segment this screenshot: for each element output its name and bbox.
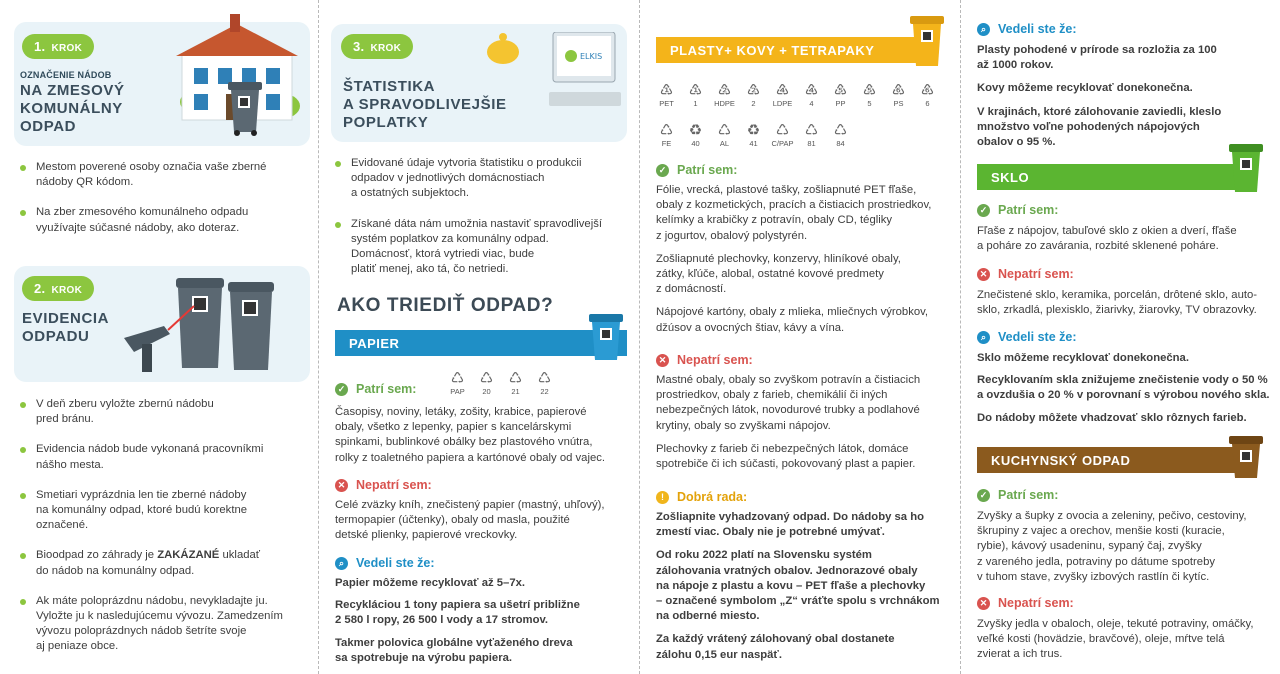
check-icon: ✓ (977, 489, 990, 502)
band-label: SKLO (991, 170, 1030, 185)
recycle-code (681, 82, 710, 108)
recycle-code (768, 82, 797, 108)
code-label: 20 (482, 387, 491, 396)
recycle-triangle-icon: ♷ (862, 82, 877, 99)
recycle-code (797, 82, 826, 108)
plasty-rada-text (656, 510, 960, 663)
column-3 (640, 0, 960, 674)
line: odpadov v jednotlivých domácnostiach (351, 172, 545, 185)
line: obaly z kozmetických, pracích a čistiacich prostriedkov, (656, 199, 932, 212)
line: Papier môžeme recyklovať až 5–7x. (335, 577, 526, 589)
code-label: 21 (511, 387, 520, 396)
list-item (18, 594, 318, 655)
recycle-code (710, 122, 739, 148)
code-label: 84 (836, 139, 845, 148)
line: zmestí viac. Obaly nie je potrebné umývať. (656, 526, 885, 539)
band-label: PAPIER (349, 336, 400, 351)
step2-hero (14, 266, 310, 382)
title-line: EVIDENCIA (22, 310, 110, 327)
recycle-triangle-icon: ♸ (920, 82, 935, 99)
section-label: Patrí sem: (356, 382, 417, 396)
line: vývozu poloprázdnych nádob šetríte svoje (36, 625, 247, 638)
line: Mastné obaly, obaly so zvyškom potravín a čistiacich (656, 374, 921, 386)
line: Bioodpad zo záhrady je (36, 549, 158, 562)
line: rybie), kávový usadeninu, sypaný čaj, zvyšky (977, 540, 1202, 553)
computer-icon (549, 32, 621, 122)
recycle-triangle-icon: ♶ (804, 82, 819, 99)
recycle-arrows-icon: ♻ (688, 122, 703, 139)
step-word: KROK (51, 285, 83, 296)
line: Evidencia nádob bude vykonaná pracovníkmi (36, 443, 264, 456)
brown-bin-icon (1229, 434, 1263, 482)
title-line: POPLATKY (343, 114, 429, 131)
section-heading: AKO TRIEDIŤ ODPAD? (337, 295, 554, 316)
section-label: Vedeli ste že: (998, 330, 1077, 344)
step-number: 1. (34, 39, 46, 54)
kuch-nepatri-heading (977, 596, 1074, 610)
step3-bullet-list (333, 156, 639, 277)
line: Takmer polovica globálne vyťaženého dreva (335, 636, 573, 649)
papier-vedeli-heading (335, 556, 435, 570)
list-item (18, 442, 318, 472)
plasty-patri-heading (656, 163, 737, 177)
line: sa spotrebuje na výrobu papiera. (335, 651, 513, 664)
step3-hero (331, 24, 627, 142)
step2-badge (22, 276, 94, 301)
line: Získané dáta nám umožnia nastaviť spravodlivejší (351, 217, 603, 230)
line: krytiny, obaly so zvyškami nápojov. (656, 419, 831, 432)
section-label: Patrí sem: (677, 163, 738, 177)
column-2 (319, 0, 639, 674)
section-label: Patrí sem: (998, 203, 1059, 217)
code-label: 22 (540, 387, 549, 396)
piggy-bank-icon (483, 32, 523, 68)
code-label: FE (661, 139, 672, 148)
section-label: Vedeli ste že: (356, 556, 435, 570)
papier-vedeli-text (335, 576, 635, 666)
recycle-triangle-icon: ♺ (717, 122, 732, 139)
recycle-code (472, 370, 501, 396)
plasty-vedeli-heading (977, 22, 1077, 36)
line: škrupiny z vajec a orechov, menšie kosti (kuracie, (977, 525, 1225, 538)
section-label: Patrí sem: (998, 488, 1059, 502)
line: Zošliapnite vyhadzovaný odpad. Do nádoby sa ho (656, 511, 925, 523)
code-label: AL (719, 139, 730, 148)
line: zálohu 0,15 eur naspäť. (656, 648, 782, 661)
line: Fólie, vrecká, plastové tašky, zošliapnuté PET fľaše, (656, 184, 917, 196)
code-label: 1 (693, 99, 698, 108)
recycle-arrows-icon: ♻ (746, 122, 761, 139)
papier-band (335, 330, 627, 356)
code-label: 4 (809, 99, 814, 108)
plasty-codes-row2 (652, 122, 855, 148)
title-line: ODPADU (22, 328, 90, 345)
sklo-patri-text (977, 224, 1277, 254)
recycle-triangle-icon: ♺ (659, 122, 674, 139)
cross-icon: ✕ (656, 354, 669, 367)
waste-bin-icon (228, 80, 262, 136)
line: Zvyšky a šupky z ovocia a zeleniny, pečivo, cestoviny, (977, 510, 1247, 522)
step1-hero (14, 22, 310, 146)
line: Znečistené sklo, keramika, porcelán, drôtené sklo, auto- (977, 289, 1258, 301)
line: obaly, všetko z lepenky, papier s kancelárskymi (335, 421, 572, 434)
line: na nápoje z plastu a kovu – PET fľaše a plechovky (656, 579, 926, 592)
line: Celé zväzky kníh, znečistený papier (mastný, uhľový), (335, 499, 605, 511)
line: – označené symbolom „Z“ vráťte spolu s vrchnákom (656, 595, 940, 608)
line: Mestom poverené osoby označia vaše zberné (36, 161, 267, 173)
line: ukladať (219, 549, 261, 562)
title-line: ODPAD (20, 118, 77, 135)
list-item (333, 156, 639, 202)
step1-subtitle: OZNAČENIE NÁDOB (20, 70, 112, 80)
sklo-vedeli-heading (977, 330, 1077, 344)
step-number: 3. (353, 39, 365, 54)
sklo-vedeli-text (977, 351, 1280, 426)
title-line: KOMUNÁLNY (20, 100, 123, 117)
line: Recykláciou 1 tony papiera sa ušetrí približne (335, 599, 580, 612)
recycle-code (826, 82, 855, 108)
sklo-nepatri-heading (977, 267, 1074, 281)
line: aj peniaze obce. (36, 640, 119, 653)
recycle-code (884, 82, 913, 108)
line: zvierat a ich trus. (977, 648, 1063, 661)
column-1 (0, 0, 318, 674)
section-label: Nepatrí sem: (998, 596, 1074, 610)
line: sklo, zrkadlá, plexisklo, žiarivky, žiarovky, TV obrazovky. (977, 304, 1257, 317)
line: termopapier (účtenky), obaly od masla, použité (335, 514, 570, 527)
section-label: Nepatrí sem: (998, 267, 1074, 281)
line: z jogurtov, obalový polystyrén. (656, 229, 808, 242)
recycle-code (501, 370, 530, 396)
lightbulb-icon: ! (656, 491, 669, 504)
list-item (18, 205, 310, 235)
recycle-triangle-icon: ♺ (508, 370, 523, 387)
papier-nepatri-text (335, 498, 635, 544)
plasty-vedeli-text (977, 43, 1277, 150)
code-label: 6 (925, 99, 930, 108)
recycle-triangle-icon: ♳ (688, 82, 703, 99)
title-line: NA ZMESOVÝ (20, 82, 125, 99)
plasty-band (656, 37, 916, 63)
list-item (18, 548, 318, 578)
line: systém poplatkov za komunálny odpad. (351, 232, 549, 245)
recycle-triangle-icon: ♸ (891, 82, 906, 99)
recycle-triangle-icon: ♺ (804, 122, 819, 139)
line: rolky z toaletného papiera a kartónové obaly od vajec. (335, 451, 606, 464)
line: na komunálny odpad, ktoré budú korektne (36, 504, 248, 517)
step1-bullet-list (18, 160, 310, 236)
list-item (18, 397, 318, 427)
list-item (18, 488, 318, 534)
list-item (18, 160, 310, 190)
line: v tuhom stave, zvyšky izbových rastlín či kytíc. (977, 570, 1210, 583)
section-label: Dobrá rada: (677, 490, 748, 504)
code-label: PP (835, 99, 846, 108)
yellow-bin-icon (910, 14, 944, 70)
kuchynsky-band (977, 447, 1241, 473)
section-label: Vedeli ste že: (998, 22, 1077, 36)
code-label: 5 (867, 99, 872, 108)
section-label: Nepatrí sem: (356, 478, 432, 492)
line: obalov o 95 %. (977, 136, 1056, 149)
bins-scanner-illustration (124, 272, 294, 376)
magnifier-icon: ⌕ (977, 331, 990, 344)
plasty-nepatri-text (656, 373, 960, 472)
code-label: PAP (450, 387, 465, 396)
line: množstvo voľne pohodených nápojových (977, 120, 1200, 133)
recycle-code (913, 82, 942, 108)
recycle-code (826, 122, 855, 148)
title-line: ŠTATISTIKA (343, 78, 436, 95)
list-item (333, 217, 639, 278)
line: Ak máte poloprázdnu nádobu, nevykladajte ju. (36, 594, 268, 607)
line: spinkami, bublinkové obálky bez plastového vnútra, (335, 436, 593, 449)
line: do nádob na komunálny odpad. (36, 564, 195, 577)
plasty-patri-text (656, 183, 960, 336)
line: Plasty pohodené v prírode sa rozložia za 100 (977, 44, 1217, 56)
line: Zvyšky jedla v obaloch, oleje, tekuté potraviny, omáčky, (977, 618, 1254, 630)
line: Smetiari vyprázdnia len tie zberné nádoby (36, 488, 247, 501)
recycle-code (652, 122, 681, 148)
recycle-triangle-icon: ♳ (659, 82, 674, 99)
step-number: 2. (34, 281, 46, 296)
step-word: KROK (51, 43, 83, 54)
column-4 (961, 0, 1280, 674)
recycle-code (768, 122, 797, 148)
line: Na zber zmesového komunálneho odpadu (36, 206, 249, 219)
line: detské plienky, papierové vreckovky. (335, 529, 518, 542)
code-label: PS (893, 99, 904, 108)
title-line: A SPRAVODLIVEJŠIE (343, 96, 507, 113)
cross-icon: ✕ (977, 597, 990, 610)
sklo-band (977, 164, 1241, 190)
line: Vyložte ju k nasledujúcemu vývozu. Zamedzením (36, 610, 283, 623)
code-label: HDPE (714, 99, 735, 108)
line: nášho mesta. (36, 458, 104, 471)
sklo-patri-heading (977, 203, 1058, 217)
line: Plechovky z farieb či nebezpečných látok, domáce (656, 442, 909, 455)
recycle-triangle-icon: ♺ (775, 122, 790, 139)
step3-title (343, 78, 507, 132)
emphasis: ZAKÁZANÉ (157, 549, 220, 562)
step-word: KROK (370, 43, 402, 54)
line: z vareného jedla, potraviny po dátume spotreby (977, 555, 1216, 568)
line: Časopisy, noviny, letáky, zošity, krabice, papierové (335, 406, 587, 418)
recycle-code (855, 82, 884, 108)
plasty-rada-heading (656, 490, 747, 504)
recycle-triangle-icon: ♷ (833, 82, 848, 99)
line: Sklo môžeme recyklovať donekonečna. (977, 352, 1189, 364)
papier-nepatri-heading (335, 478, 432, 492)
check-icon: ✓ (335, 383, 348, 396)
kuch-patri-text (977, 509, 1280, 585)
recycle-code (739, 82, 768, 108)
line: Evidované údaje vytvoria štatistiku o produkcii (351, 157, 582, 169)
line: až 1000 rokov. (977, 59, 1054, 72)
line: zátky, kľúče, alobal, ostatné kovové predmety (656, 268, 884, 281)
recycle-triangle-icon: ♺ (537, 370, 552, 387)
line: využívajte súčasné nádoby, ako doteraz. (36, 221, 240, 234)
line: veľké kosti (hovädzie, bravčové), oleje, mŕtve telá (977, 633, 1225, 646)
line: a ostatných subjektoch. (351, 187, 470, 200)
code-label: PET (659, 99, 674, 108)
line: nádoby QR kódom. (36, 176, 134, 189)
papier-recycle-codes (443, 370, 559, 396)
band-label: KUCHYNSKÝ ODPAD (991, 453, 1131, 468)
line: 2 580 l ropy, 26 500 l vody a 17 stromov. (335, 614, 549, 627)
code-label: 2 (751, 99, 756, 108)
check-icon: ✓ (977, 204, 990, 217)
recycle-triangle-icon: ♺ (479, 370, 494, 387)
plasty-nepatri-heading (656, 353, 753, 367)
line: Zošliapnuté plechovky, konzervy, hliníkové obaly, (656, 252, 901, 265)
blue-bin-icon (589, 312, 623, 364)
magnifier-icon: ⌕ (977, 23, 990, 36)
line: prostriedkov, obaly z farieb, chemikálií či iných (656, 389, 888, 402)
line: označené. (36, 519, 89, 532)
recycle-code (530, 370, 559, 396)
band-label: PLASTY+ KOVY + TETRAPAKY (670, 43, 875, 58)
line: Nápojové kartóny, obaly z mlieka, mliečnych výrobkov, (656, 306, 929, 319)
plasty-codes-row1 (652, 82, 942, 108)
papier-patri-text (335, 405, 635, 466)
step2-bullet-list (18, 397, 318, 655)
papier-patri-heading (335, 382, 416, 396)
section-label: Nepatrí sem: (677, 353, 753, 367)
step1-title (20, 82, 125, 136)
code-label: C/PAP (771, 139, 794, 148)
recycle-triangle-icon: ♴ (717, 82, 732, 99)
line: nebezpečných látok, novodurové trubky a podlahové (656, 404, 920, 417)
line: Od roku 2022 platí na Slovensku systém (656, 549, 872, 562)
line: platiť menej, ako tá, čo netriedi. (351, 263, 509, 276)
code-label: 41 (749, 139, 758, 148)
line: Fľaše z nápojov, tabuľové sklo z okien a dverí, fľaše (977, 225, 1237, 237)
line: spotrebiče či ich súčasti, pokovovaný plast a papier. (656, 458, 916, 471)
recycle-code (710, 82, 739, 108)
line: a ovzdušia o 20 % v porovnaní s výrobou nového skla. (977, 389, 1270, 402)
line: V deň zberu vyložte zbernú nádobu (36, 398, 214, 410)
line: V krajinách, ktoré zálohovanie zaviedli, kleslo (977, 105, 1222, 118)
check-icon: ✓ (656, 164, 669, 177)
line: Kovy môžeme recyklovať donekonečna. (977, 82, 1193, 95)
recycle-code (739, 122, 768, 148)
recycle-code (681, 122, 710, 148)
line: Do nádoby môžete vhadzovať sklo rôznych farieb. (977, 411, 1247, 424)
line: na odberné miesto. (656, 610, 760, 623)
step1-badge (22, 34, 94, 59)
line: a poháre zo zavárania, rozbité sklenené poháre. (977, 240, 1219, 253)
sklo-nepatri-text (977, 288, 1280, 318)
line: z domácností. (656, 283, 727, 296)
recycle-triangle-icon: ♺ (450, 370, 465, 387)
line: zálohovania vratných obalov. Jednorazové obaly (656, 564, 918, 577)
line: pred bránu. (36, 413, 94, 426)
recycle-triangle-icon: ♺ (833, 122, 848, 139)
code-label: 81 (807, 139, 816, 148)
cross-icon: ✕ (977, 268, 990, 281)
recycle-code (797, 122, 826, 148)
green-bin-icon (1229, 142, 1263, 196)
kuch-nepatri-text (977, 617, 1280, 663)
line: džúsov a ovocných štiav, kávy a vína. (656, 321, 845, 334)
magnifier-icon: ⌕ (335, 557, 348, 570)
line: Za každý vrátený zálohovaný obal dostanete (656, 633, 895, 646)
recycle-triangle-icon: ♴ (746, 82, 761, 99)
brand-label: ELKIS (580, 52, 603, 61)
recycle-code (652, 82, 681, 108)
line: kelímky a krabičky z potravín, obaly CD, tégliky (656, 214, 893, 227)
code-label: LDPE (772, 99, 793, 108)
recycle-code (443, 370, 472, 396)
step3-badge (341, 34, 413, 59)
code-label: 40 (691, 139, 700, 148)
kuch-patri-heading (977, 488, 1058, 502)
step2-title (22, 310, 109, 346)
line: Domácnosť, ktorá vytriedi viac, bude (351, 248, 535, 261)
recycle-triangle-icon: ♶ (775, 82, 790, 99)
cross-icon: ✕ (335, 479, 348, 492)
line: Recyklovaním skla znižujeme znečistenie vody o 50 % (977, 374, 1268, 387)
